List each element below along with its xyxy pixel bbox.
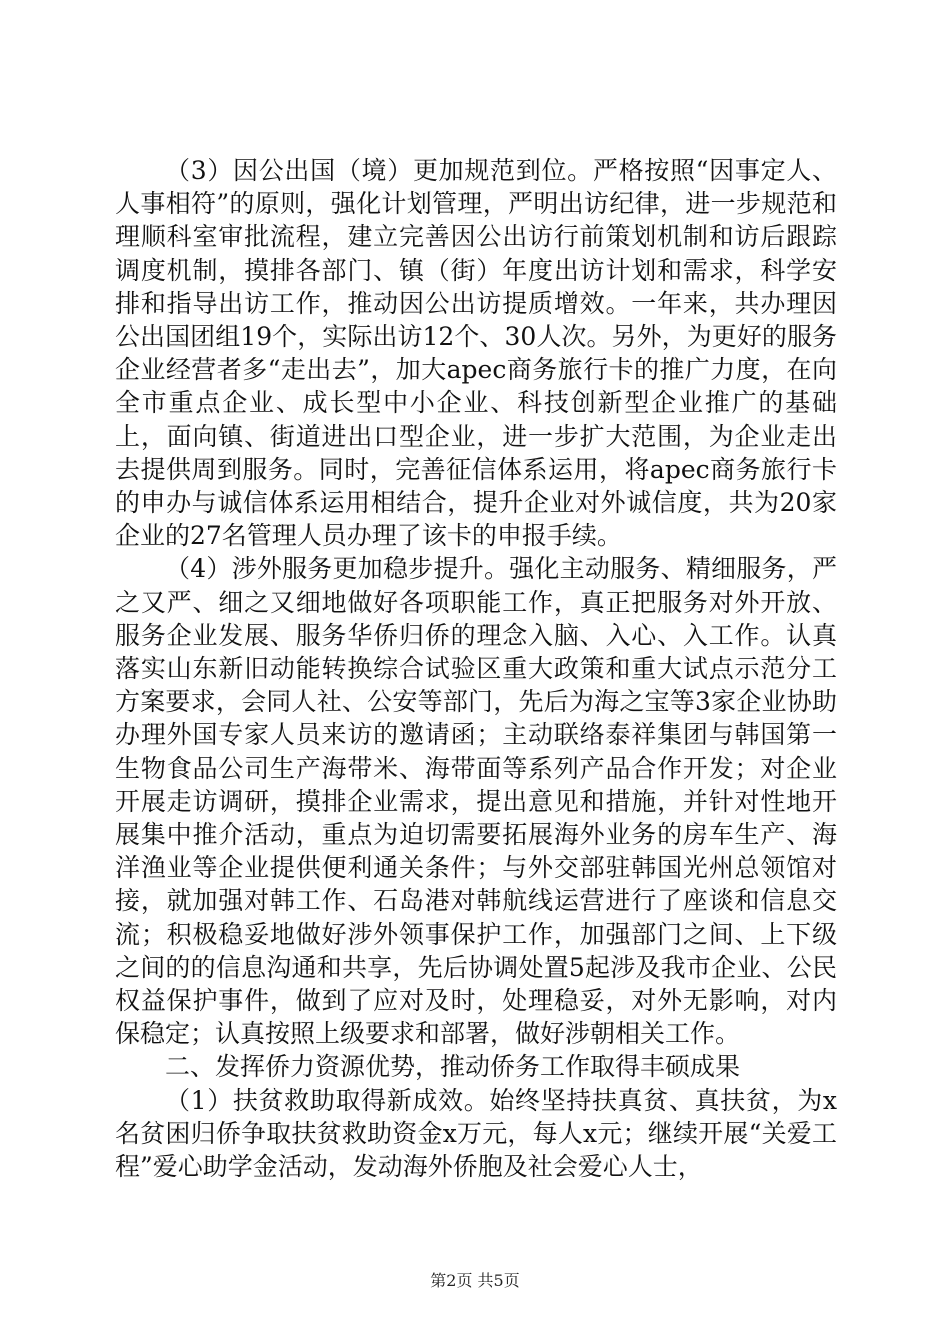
paragraph-foreign-services: （4）涉外服务更加稳步提升。强化主动服务、精细服务，严之又严、细之又细地做好各项职能工作，真正把服务对外开放、服务企业发展、服务华侨归侨的理念入脑、入心、入工作。认真落实山东新旧动能转换综合试验区重大政策和重大试点示范分工方案要求，会同人社、公安等部门，先后为海之宝等3家企业协助办理外国专家人员来访的邀请函；主动联络泰祥集团与韩国第一生物食品公司生产海带米、海带面等系列产品合作开发；对企业开展走访调研，摸排企业需求，提出意见和措施，并针对性地开展集中推介活动，重点为迫切需要拓展海外业务的房车生产、海洋渔业等企业提供便利通关条件；与外交部驻韩国光州总领馆对接，就加强对韩工作、石岛港对韩航线运营进行了座谈和信息交流；积极稳妥地做好涉外领事保护工作，加强部门之间、上下级之间的的信息沟通和共享，先后协调处置5起涉及我市企业、公民权益保护事件，做到了应对及时，处理稳妥，对外无影响，对内保稳定；认真按照上级要求和部署，做好涉朝相关工作。 <box>115 554 837 1049</box>
document-body <box>115 154 837 1183</box>
page-number-label: 第2页 共5页 <box>430 1271 520 1290</box>
page-footer <box>0 1271 950 1291</box>
section-heading-overseas-chinese: 二、发挥侨力资源优势，推动侨务工作取得丰硕成果 <box>165 1052 741 1082</box>
paragraph-outbound-visits: （3）因公出国（境）更加规范到位。严格按照“因事定人、人事相符”的原则，强化计划管理，严明出访纪律，进一步规范和理顺科室审批流程，建立完善因公出访行前策划机制和访后跟踪调度机制，摸排各部门、镇（街）年度出访计划和需求，科学安排和指导出访工作，推动因公出访提质增效。一年来，共办理因公出国团组19个，实际出访12个、30人次。另外，为更好的服务企业经营者多“走出去”，加大apec商务旅行卡的推广力度，在向全市重点企业、成长型中小企业、科技创新型企业推广的基础上，面向镇、街道进出口型企业，进一步扩大范围，为企业走出去提供周到服务。同时，完善征信体系运用，将apec商务旅行卡的申办与诚信体系运用相结合，提升企业对外诚信度，共为20家企业的27名管理人员办理了该卡的申报手续。 <box>115 156 837 551</box>
paragraph-poverty-relief: （1）扶贫救助取得新成效。始终坚持扶真贫、真扶贫，为x名贫困归侨争取扶贫救助资金x万元，每人x元；继续开展“关爱工程”爱心助学金活动，发动海外侨胞及社会爱心人士， <box>115 1085 837 1182</box>
